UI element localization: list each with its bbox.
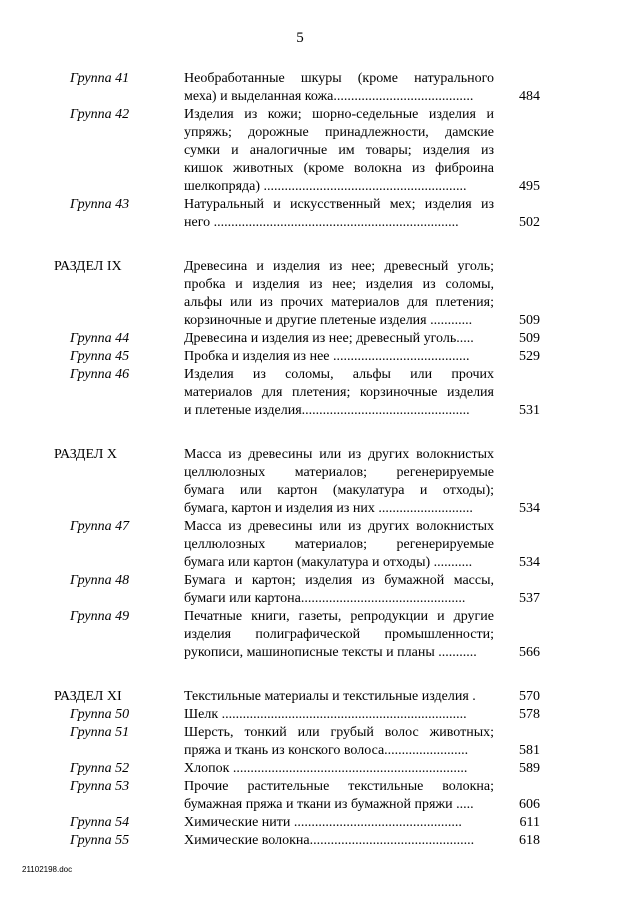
section-label: РАЗДЕЛ IX [54,259,122,274]
section-label: РАЗДЕЛ XI [54,689,122,704]
entry-title-line: Изделия из соломы, альфы или прочих [184,367,494,382]
entry-title-line: рукописи, машинописные тексты и планы ........... [184,645,477,660]
group-label: Группа 45 [70,349,130,364]
toc-group-entry [0,778,640,814]
page-reference: 534 [519,555,540,570]
group-label: Группа 55 [70,833,130,848]
entry-title-line: Пробка и изделия из нее ....................................... [184,349,470,364]
toc-group-entry [0,366,640,420]
entry-title-line: Масса из древесины или из других волокнистых [184,447,494,462]
group-label: Группа 42 [70,107,130,122]
entry-title [184,366,494,420]
page-reference: 509 [519,331,540,346]
toc-section-entry [0,688,640,706]
page-reference: 578 [519,707,540,722]
group-label: Группа 53 [70,779,130,794]
entry-title [184,724,494,760]
entry-title [184,778,494,814]
page-reference: 495 [519,179,540,194]
document-footer: 21102198.doc [22,865,73,874]
toc-section-entry [0,446,640,518]
entry-title-line: бумага, картон и изделия из них ........................... [184,501,473,516]
entry-title-line: Печатные книги, газеты, репродукции и другие [184,609,494,624]
page-reference: 502 [519,215,540,230]
entry-title-line: материалов для плетения; корзиночные изделия [184,385,494,400]
entry-title-line: целлюлозных материалов; регенерируемые [184,537,494,552]
toc-section-entry [0,258,640,330]
group-label: Группа 54 [70,815,130,830]
toc-group-entry [0,348,640,366]
entry-title-line: бумага или картон (макулатура и отходы); [184,483,494,498]
entry-title [184,608,494,662]
page-reference: 611 [519,815,540,830]
entry-title-line: Хлопок ................................................................... [184,761,468,776]
group-label: Группа 44 [70,331,130,346]
entry-title-line: Прочие растительные текстильные волокна; [184,779,494,794]
entry-title-line: Древесина и изделия из нее; древесный уголь; [184,259,494,274]
entry-title [184,258,494,330]
entry-title [184,832,494,850]
entry-title-line: бумажная пряжа и ткани из бумажной пряжи ..... [184,797,474,812]
entry-title-line: сумки и аналогичные им товары; изделия из [184,143,494,158]
toc-group-entry [0,832,640,850]
page-reference: 484 [519,89,540,104]
toc-group-entry [0,814,640,832]
entry-title-line: Натуральный и искусственный мех; изделия из [184,197,494,212]
entry-title [184,446,494,518]
entry-title [184,688,494,706]
toc-group-entry [0,724,640,760]
toc-group-entry [0,106,640,196]
entry-title-line: Химические волокна............................................... [184,833,475,848]
entry-title-line: Древесина и изделия из нее; древесный уголь..... [184,331,474,346]
entry-title-line: упряжь; дорожные принадлежности, дамские [184,125,494,140]
entry-title-line: шелкопряда) .......................................................... [184,179,467,194]
entry-title-line: целлюлозных материалов; регенерируемые [184,465,494,480]
toc-group-entry [0,572,640,608]
entry-title-line: Изделия из кожи; шорно-седельные изделия и [184,107,494,122]
page-reference: 531 [519,403,540,418]
entry-title-line: него ...................................................................... [184,215,459,230]
entry-title-line: Текстильные материалы и текстильные изделия . [184,689,476,704]
entry-title-line: изделия полиграфической промышленности; [184,627,494,642]
entry-title-line: Шерсть, тонкий или грубый волос животных; [184,725,494,740]
entry-title [184,106,494,196]
entry-title-line: Масса из древесины или из других волокнистых [184,519,494,534]
entry-title-line: меха) и выделанная кожа........................................ [184,89,474,104]
page-reference: 581 [519,743,540,758]
entry-title-line: корзиночные и другие плетеные изделия ............ [184,313,473,328]
page-reference: 570 [519,689,540,704]
entry-title-line: Бумага и картон; изделия из бумажной массы, [184,573,494,588]
toc-group-entry [0,706,640,724]
group-label: Группа 50 [70,707,130,722]
entry-title-line: Необработанные шкуры (кроме натурального [184,71,494,86]
entry-title-line: кишок животных (кроме волокна из фиброина [184,161,494,176]
table-of-contents [0,70,640,850]
entry-title-line: пряжа и ткань из конского волоса........................ [184,743,469,758]
entry-title [184,70,494,106]
entry-title-line: альфы или из прочих материалов для плетения; [184,295,494,310]
group-label: Группа 41 [70,71,130,86]
entry-title-line: Химические нити ................................................ [184,815,462,830]
group-label: Группа 49 [70,609,130,624]
entry-title [184,814,494,832]
entry-title [184,330,494,348]
page-reference: 537 [519,591,540,606]
page-reference: 566 [519,645,540,660]
page-reference: 529 [519,349,540,364]
page-reference: 589 [519,761,540,776]
page-reference: 509 [519,313,540,328]
group-label: Группа 47 [70,519,130,534]
page-reference: 618 [519,833,540,848]
entry-title [184,760,494,778]
toc-group-entry [0,518,640,572]
toc-group-entry [0,760,640,778]
entry-title-line: бумага или картон (макулатура и отходы) ........... [184,555,473,570]
entry-title [184,196,494,232]
section-label: РАЗДЕЛ X [54,447,117,462]
group-label: Группа 43 [70,197,130,212]
toc-group-entry [0,608,640,662]
entry-title [184,518,494,572]
group-label: Группа 48 [70,573,130,588]
entry-title-line: и плетеные изделия................................................ [184,403,470,418]
entry-title [184,706,494,724]
entry-title-line: бумаги или картона............................................... [184,591,466,606]
entry-title [184,572,494,608]
page-reference: 534 [519,501,540,516]
entry-title-line: пробка и изделия из нее; изделия из соломы, [184,277,494,292]
toc-group-entry [0,70,640,106]
group-label: Группа 52 [70,761,130,776]
group-label: Группа 46 [70,367,130,382]
toc-group-entry [0,330,640,348]
entry-title [184,348,494,366]
group-label: Группа 51 [70,725,130,740]
entry-title-line: Шелк ...................................................................... [184,707,467,722]
page-number: 5 [296,30,304,46]
page-reference: 606 [519,797,540,812]
toc-group-entry [0,196,640,232]
